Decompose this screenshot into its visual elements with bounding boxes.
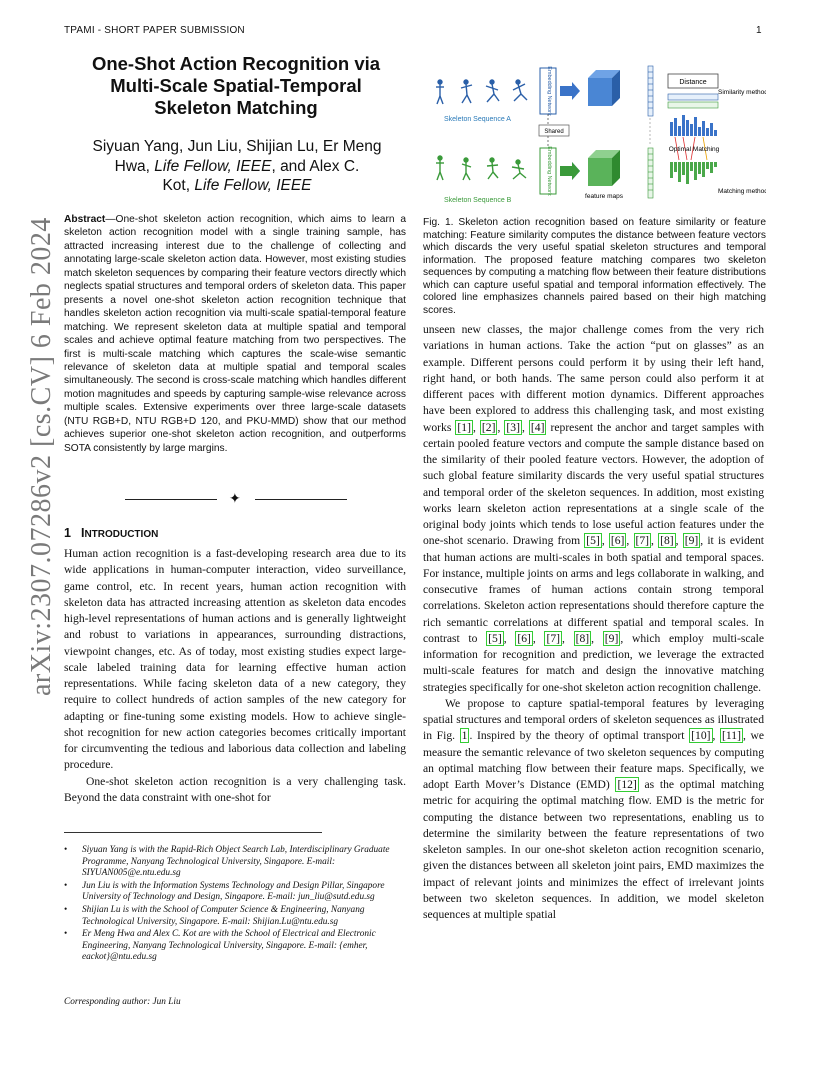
intro-left-column xyxy=(64,546,406,806)
citation-link[interactable]: [7] xyxy=(635,534,650,548)
bullet-icon: • xyxy=(64,929,68,940)
seq-a-label: Skeleton Sequence A xyxy=(444,116,511,123)
section-title-initial: I xyxy=(80,526,85,540)
similarity-method-label: Similarity method xyxy=(718,89,766,96)
bullet-icon: • xyxy=(64,904,68,915)
intro-paragraph-1: Human action recognition is a fast-developing research area due to its wide applications in human-computer interaction, video surveillance, game control, etc. In recent years, human action recognition with skeleton data has attracted increasing attention as skeleton data encodes high-level representations of human actions and is generally lightweight and robust to variations in appearances, surrounding distractions, viewpoint changes, etc. As of today, most existing studies expect large-scale labeled training data for learning effective human action representations. While facing skeleton data of a new category, they require to collect hundreds of action samples of the new category for adapting or fine-tuning some existing models. How to achieve single-shot recognition for new action categories becomes critically important for circumventing the tedious and laborious data collection and labeling procedure. xyxy=(64,547,406,772)
feature-vector-b xyxy=(648,148,653,198)
seq-b-label: Skeleton Sequence B xyxy=(444,197,512,204)
citation-link[interactable]: [2] xyxy=(481,420,496,434)
intro-right-column xyxy=(423,322,764,923)
citation-link[interactable]: [1] xyxy=(457,420,471,434)
intro-paragraph-2: One-shot skeleton action recognition is a very challenging task. Beyond the data constraint with one-shot for xyxy=(64,774,406,804)
shared-label: Shared xyxy=(544,129,564,135)
citation-link[interactable]: [5] xyxy=(586,534,600,548)
intro-paragraph-4: We propose to capture spatial-temporal features by leveraging spatial structures and temporal orders of skeleton sequences as illustrated in Fig. 1 . Inspired by the theory of optimal transport [10] , [11] , we measure the semantic relevance of two skeleton sequences by computing an optimal matching flow between their feature maps. Specifically, we adopt Earth Mover’s Distance (EMD) [12] as the optimal matching metric for acquiring the optimal matching flow. EMD is the metric for computing the distance between two representations, enabling us to determine the similarity between the feature representations of two skeleton samples. In our one-shot skeleton action recognition scenario, given the distances between all skeleton joint pairs, EMD maximizes the impact of relevant joints and minimizes the effect of irrelevant joints between two skeleton sequences. In addition, we model skeleton sequences at multiple spatial xyxy=(423,696,764,921)
caption-label: Fig. 1. xyxy=(423,217,454,228)
author-list xyxy=(72,137,402,196)
svg-text:Embedding Network: Embedding Network xyxy=(546,66,552,116)
arxiv-stamp: arXiv:2307.07286v2 [cs.CV] 6 Feb 2024 xyxy=(26,217,57,696)
matching-method-label: Matching method xyxy=(718,188,766,195)
divider-star-icon: ✦ xyxy=(229,492,241,507)
citation-link[interactable]: [5] xyxy=(488,631,502,645)
abstract xyxy=(64,213,406,455)
caption-text: Skeleton action recognition based on feature similarity or feature matching: Feature similarity computes the distance between feature vectors which discards the very useful spatial skeleton structures and temporal information. The proposed feature matching compares two skeleton sequences by computing a matching flow between their feature distributions which can capture useful spatial and temporal information effectively. The colored line emphasizes channels paired based on their high matching scores. xyxy=(423,217,766,316)
citation-link[interactable]: [6] xyxy=(610,534,625,548)
histogram-a xyxy=(670,115,717,136)
section-number: 1 xyxy=(64,526,71,540)
optimal-matching-label: Optimal Matching xyxy=(668,146,720,153)
feature-cube-b xyxy=(588,150,620,186)
figure-1 xyxy=(426,60,766,210)
abstract-label: Abstract xyxy=(64,214,106,225)
feature-vector-a xyxy=(648,66,653,116)
author-name: Hwa, xyxy=(114,157,155,175)
authors-line-1: Siyuan Yang, Jun Liu, Shijian Lu, Er Meng xyxy=(92,138,382,155)
author-fellow: Life Fellow, IEEE xyxy=(194,177,312,194)
bullet-icon: • xyxy=(64,880,68,891)
figure-1-diagram xyxy=(426,60,766,210)
author-name: Kot, xyxy=(162,177,195,194)
bullet-icon: • xyxy=(64,845,68,855)
citation-link[interactable]: [8] xyxy=(575,631,590,645)
section-heading xyxy=(64,526,158,540)
abstract-text: —One-shot skeleton action recognition, which aims to learn a skeleton action recognition model with a single training sample, has attracted increasing interest due to the challenge of collecting and annotating large-scale skeleton action data. However, most existing studies match skeleton sequences by comparing their feature vectors directly which neglects spatial structures and temporal orders of skeleton data. This paper presents a novel one-shot skeleton action recognition technique that handles skeleton action recognition via multi-scale spatial-temporal feature matching. We represent skeleton data at multiple spatial and temporal scales and achieve optimal feature matching from two perspectives. The first is multi-scale matching which captures the scale-wise semantic relevance of skeleton data at multiple spatial and temporal scales simultaneously. The second is cross-scale matching which handles different motion magnitudes and speeds by capturing sample-wise relevance across multiple scales. Extensive experiments over three large-scale datasets (NTU RGB+D, NTU RGB+D 120, and PKU-MMD) show that our method achieves superior one-shot skeleton action recognition, and outperforms SOTA consistently by large margins. xyxy=(64,214,406,454)
intro-paragraph-3: unseen new classes, the major challenge comes from the very rich variations in human actions. Take the action “put on glasses” as an example. Different persons could perform it by using their left hand, right hand, or both hands. The same person could also perform it at different paces with different motion dynamics. Different approaches have been explored to address this challenging task, and most existing works [1] , [2] , [3] , [4] represent the anchor and target samples with certain pooled feature vectors and compute the sample distance based on the similarity of their pooled feature vectors. However, the adoption of such global feature similarity discards the very useful spatial structures and temporal order of the skeleton sequences. In addition, most existing works learn skeleton action representations at a single scale of the original body joints which tends to lose useful action features under the one-shot scenario. Drawing from [5] , [6] , [7] , [8] , [9] , it is evident that human actions are multi-scales in both spatial and temporal spaces. For instance, multiple joints on arms and legs collaborate in walking, and consecutive frames of human actions contain strong temporal correlations. Skeleton action representations should therefore capture the rich semantic correlations at different spatial and temporal scales. In contrast to [5] , [6] , [7] , [8] , [9] , which employ multi-scale information for recognition and prediction, we leverage the extracted multi-scale features for match and design the innovative matching strategies specifically for one-shot skeleton action recognition challenge. xyxy=(423,323,765,694)
figure-caption xyxy=(423,217,766,317)
author-name: , and Alex C. xyxy=(271,157,360,175)
authors-line-2 xyxy=(72,157,402,177)
embedding-network-b xyxy=(540,146,556,196)
paper-title: One-Shot Action Recognition via Multi-Scale Spatial-Temporal Skeleton Matching xyxy=(91,53,381,118)
page-number: 1 xyxy=(756,25,762,36)
feature-cube-a xyxy=(588,70,620,106)
citation-link[interactable]: [8] xyxy=(660,534,674,548)
running-header: TPAMI - SHORT PAPER SUBMISSION xyxy=(64,25,245,36)
footnote-item: • Siyuan Yang is with the Rapid-Rich Object Search Lab, Interdisciplinary Graduate Programme, Nanyang Technological University, Singapore. E-mail: SIYUAN005@e.ntu.edu.sg xyxy=(64,845,390,879)
citation-link[interactable]: [7] xyxy=(546,631,561,645)
footnotes xyxy=(64,845,409,965)
citation-link[interactable]: [11] xyxy=(722,729,741,743)
skeleton-sequence-b-icons xyxy=(436,156,526,180)
footnote-item: • Shijian Lu is with the School of Computer Science & Engineering, Nanyang Technological University, Singapore. E-mail: Shijian.Lu@ntu.edu.sg xyxy=(64,904,365,927)
authors-line-3 xyxy=(72,176,402,196)
footnote-rule xyxy=(64,832,322,833)
svg-text:Embedding Network: Embedding Network xyxy=(546,146,552,196)
section-divider xyxy=(125,493,347,507)
figure-link[interactable]: 1 xyxy=(461,729,468,743)
author-fellow: Life Fellow, IEEE xyxy=(154,157,272,175)
citation-link[interactable]: [4] xyxy=(530,420,545,434)
embedding-network-a xyxy=(540,66,556,116)
section-title-rest: NTRODUCTION xyxy=(84,529,159,540)
feature-maps-label: feature maps xyxy=(585,193,623,200)
footnote-item: • Er Meng Hwa and Alex C. Kot are with the School of Electrical and Electronic Engineering, Nanyang Technological University, Singapore. E-mail: {emher, eackot}@ntu.edu.sg xyxy=(64,929,376,963)
citation-link[interactable]: [9] xyxy=(684,534,699,548)
footnote-item: • Jun Liu is with the Information Systems Technology and Design Pillar, Singapore University of Technology and Design, Singapore. E-mail: jun_liu@sutd.edu.sg xyxy=(64,880,385,903)
citation-link[interactable]: [10] xyxy=(691,729,711,743)
corresponding-author: Corresponding author: Jun Liu xyxy=(64,997,181,1007)
citation-link[interactable]: [6] xyxy=(517,631,531,645)
citation-link[interactable]: [9] xyxy=(604,631,619,645)
skeleton-sequence-a-icons xyxy=(436,80,527,104)
citation-link[interactable]: [3] xyxy=(506,420,520,434)
citation-link[interactable]: [12] xyxy=(617,778,637,791)
distance-label: Distance xyxy=(679,79,707,86)
histogram-b xyxy=(670,162,717,184)
